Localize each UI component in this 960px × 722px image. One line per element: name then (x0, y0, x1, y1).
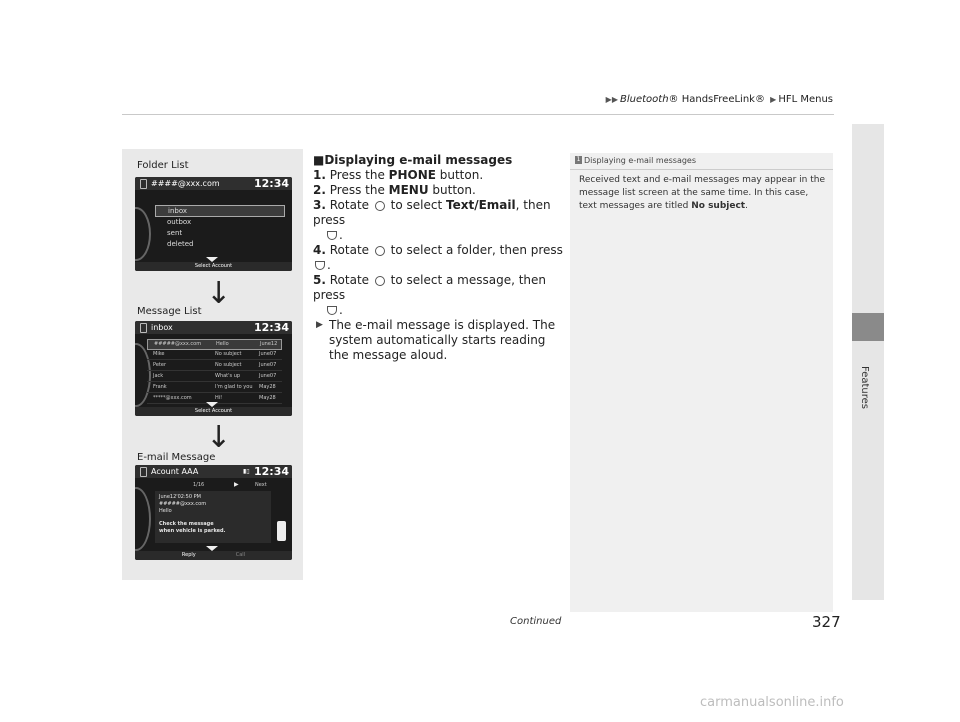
step-3: 3. Rotate to select Text/Email, then press . (313, 198, 551, 242)
section-title: ■Displaying e-mail messages (313, 153, 513, 167)
select-account-bar: Select Account (135, 407, 292, 416)
screen-title-bar: inbox 12:34 (135, 321, 292, 334)
message-row: Jack What's up June07 (147, 372, 282, 382)
message-body: June12'02:50 PM #####@xxx.com Hello Check the message when vehicle is parked. (155, 491, 271, 543)
press-dial-icon (327, 306, 337, 315)
breadcrumb-arrow-icon: ▶▶ (605, 95, 618, 104)
continued-label: Continued (510, 616, 562, 627)
screen-title-bar: Acount AAA ▮▯ 12:34 (135, 465, 292, 478)
next-arrow-icon: ▶ (234, 481, 239, 488)
message-row: Peter No subject June07 (147, 361, 282, 371)
folder-list-screen (135, 177, 292, 271)
step-4: 4. Rotate to select a folder, then press . (313, 243, 563, 272)
dial-arc-icon (135, 207, 151, 261)
folder-item: inbox (155, 205, 285, 217)
signal-icon: ▮▯ (243, 468, 250, 475)
folder-item: sent (167, 229, 183, 237)
email-message-screen: Acount AAA ▮▯ 12:34 1/16 ▶ Next June12'02:50 PM #####@xxx.com Hello Check the message when vehicle is parked. Reply Call (135, 465, 292, 560)
step-1: 1. Press the PHONE button. (313, 168, 484, 182)
down-arrow-icon: ↓ (206, 420, 232, 455)
message-row: #####@xxx.com Hello June12 (147, 339, 282, 350)
note-title: Displaying e-mail messages (584, 156, 697, 165)
breadcrumb-arrow-icon: ▶ (770, 95, 777, 104)
step-result: ▶ The e-mail message is displayed. The system automatically starts reading the message aloud. (316, 318, 556, 362)
dial-arc-icon (135, 487, 151, 551)
folder-item: outbox (167, 218, 192, 226)
instructions (313, 153, 563, 363)
press-dial-icon (315, 261, 325, 270)
side-tab-marker (852, 313, 884, 341)
folder-item: deleted (167, 240, 194, 248)
header-rule (122, 114, 834, 115)
phone-icon (140, 179, 147, 189)
screen-title-bar: ####@xxx.com 12:34 (135, 177, 292, 190)
result-arrow-icon: ▶ (316, 320, 323, 330)
message-row: Frank I'm glad to you May28 (147, 383, 282, 393)
side-tab-label: Features (859, 366, 870, 409)
side-note (570, 153, 833, 612)
message-list-screen (135, 321, 292, 416)
phone-icon (140, 467, 147, 477)
watermark: carmanualsonline.info (700, 695, 844, 710)
step-2: 2. Press the MENU button. (313, 183, 476, 197)
step-5: 5. Rotate to select a message, then press . (313, 273, 547, 317)
select-account-bar: Select Account (135, 262, 292, 271)
interface-dial-icon (375, 246, 385, 256)
note-header (570, 153, 833, 170)
page-number: 327 (812, 613, 841, 631)
email-message-label: E-mail Message (137, 452, 216, 463)
square-bullet-icon: ■ (313, 153, 325, 167)
down-arrow-icon: ↓ (206, 276, 232, 311)
reply-bar: Reply Call (135, 551, 292, 560)
figure-panel (122, 149, 303, 580)
running-header: ▶▶ Bluetooth® HandsFreeLink® ▶ HFL Menus (605, 94, 833, 105)
speaker-icon (277, 521, 286, 541)
message-list-label: Message List (137, 306, 202, 317)
message-row: *****@xxx.com Hi! May28 (147, 394, 282, 404)
side-tab-strip (852, 124, 884, 600)
note-text: Received text and e-mail messages may appear in the message list screen at the same time. In this case, text messages are titled No subject. (579, 175, 826, 211)
note-number: 1 (576, 156, 581, 163)
interface-dial-icon (375, 276, 385, 286)
press-dial-icon (327, 231, 337, 240)
message-row: Mike No subject June07 (147, 350, 282, 360)
phone-icon (140, 323, 147, 333)
folder-list-label: Folder List (137, 160, 189, 171)
interface-dial-icon (375, 201, 385, 211)
